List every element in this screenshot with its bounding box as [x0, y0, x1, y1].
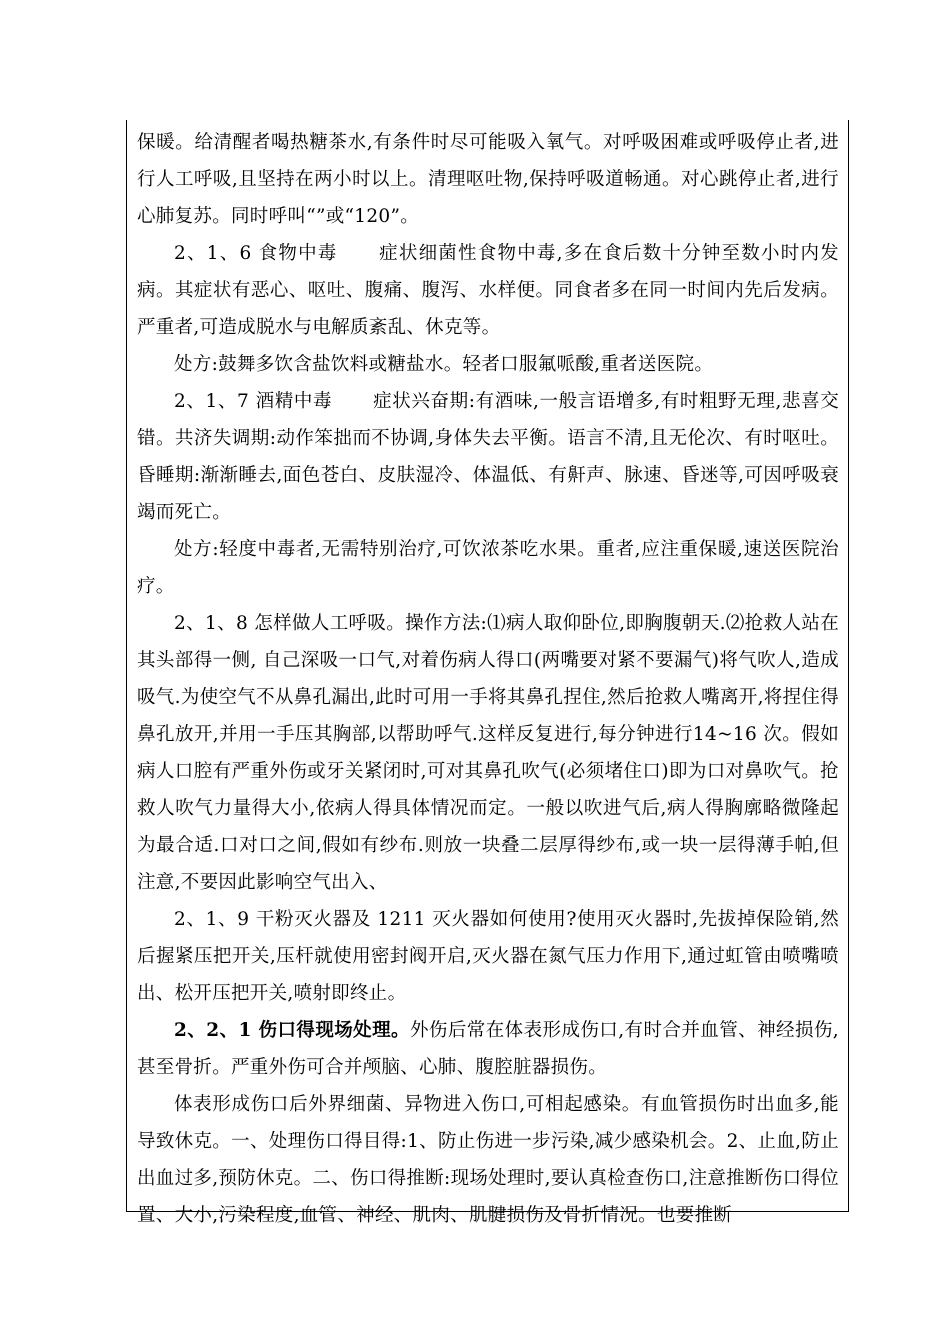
paragraph-wound-handling — [137, 1012, 839, 1086]
paragraph-artificial-respiration: 2、1、8 怎样做人工呼吸。操作方法:⑴病人取仰卧位,即胸腹朝天.⑵抢救人站在其头部得一侧, 自己深吸一口气,对着伤病人得口(两嘴要对紧不要漏气)将气吹人,造成吸气.为使空气不从鼻孔漏出,此时可用一手将其鼻孔捏住,然后抢救人嘴离开,将捏住得鼻孔放开,并用一手压其胸部,以帮助呼气.这样反复进行,每分钟进行14~16 次。假如病人口腔有严重外伤或牙关紧闭时,可对其鼻孔吹气(必须堵住口)即为口对鼻吹气。抢救人吹气力量得大小,依病人得具体情况而定。一般以吹进气后,病人得胸廓略微隆起为最合适.口对口之间,假如有纱布.则放一块叠二层厚得纱布,或一块一层得薄手帕,但注意,不要因此影响空气出入、 — [137, 613, 839, 893]
paragraph-wound-infection: 体表形成伤口后外界细菌、异物进入伤口,可相起感染。有血管损伤时出血多,能导致休克。一、处理伤口得目得:1、防止伤进一步污染,减少感染机会。2、止血,防止出血过多,预防休克。二、伤口得推断:现场处理时,要认真检查伤口,注意推断伤口得位置、大小,污染程度,血管、神经、肌肉、肌腱损伤及骨折情况。也要推断 — [137, 1094, 839, 1226]
document-body — [137, 124, 839, 1234]
paragraph-alcohol-poisoning — [137, 383, 839, 531]
paragraph-first-aid-warmth: 保暖。给清醒者喝热糖茶水,有条件时尽可能吸入氧气。对呼吸困难或呼吸停止者,进行人工呼吸,且坚持在两小时以上。清理呕吐物,保持呼吸道畅通。对心跳停止者,进行心肺复苏。同时呼叫“”或“120”。 — [137, 132, 839, 227]
food-poisoning-heading: 2、1、6 食物中毒 — [174, 243, 338, 264]
paragraph-alcohol-poisoning-treatment: 处方:轻度中毒者,无需特别治疗,可饮浓茶吃水果。重者,应注重保暖,速送医院治疗。 — [137, 539, 839, 597]
paragraph-fire-extinguisher: 2、1、9 干粉灭火器及 1211 灭火器如何使用?使用灭火器时,先拔掉保险销,然后握紧压把开关,压杆就使用密封阀开启,灭火器在氮气压力作用下,通过虹管由喷嘴喷出、松开压把开关,喷射即终止。 — [137, 909, 839, 1004]
paragraph-food-poisoning — [137, 235, 839, 346]
wound-handling-body: 外伤后常在体表形成伤口,有时合并血管、神经损伤,甚至骨折。严重外伤可合并颅脑、心肺、腹腔脏器损伤。 — [137, 1020, 839, 1078]
paragraph-food-poisoning-treatment: 处方:鼓舞多饮含盐饮料或糖盐水。轻者口服氟哌酸,重者送医院。 — [174, 354, 714, 375]
alcohol-poisoning-heading: 2、1、7 酒精中毒 — [174, 391, 333, 412]
alcohol-poisoning-body: 症状兴奋期:有酒味,一般言语增多,有时粗野无理,悲喜交错。共济失调期:动作笨拙而不协调,身体失去平衡。语言不清,且无伦次、有时呕吐。昏睡期:渐渐睡去,面色苍白、皮肤湿冷、体温低、有鼾声、脉速、昏迷等,可因呼吸衰竭而死亡。 — [137, 391, 839, 523]
wound-handling-heading: 2、2、1 伤口得现场处理。 — [174, 1020, 410, 1041]
food-poisoning-body: 症状细菌性食物中毒,多在食后数十分钟至数小时内发病。其症状有恶心、呕吐、腹痛、腹泻、水样便。同食者多在同一时间内先后发病。严重者,可造成脱水与电解质紊乱、休克等。 — [137, 243, 839, 338]
